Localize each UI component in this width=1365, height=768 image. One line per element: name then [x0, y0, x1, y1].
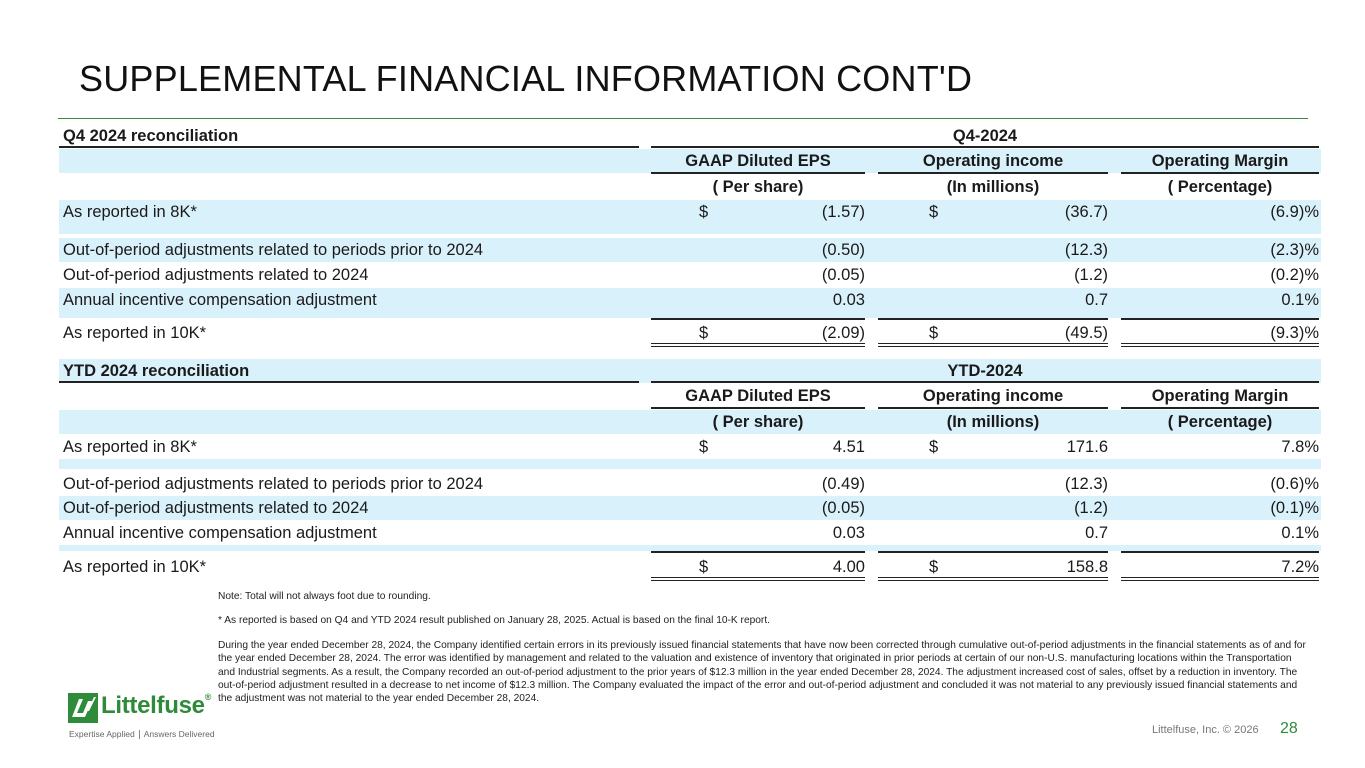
table-row	[59, 496, 1321, 520]
eps-value: 4.51	[832, 438, 865, 456]
col-underline	[651, 407, 865, 409]
eps-value: (0.05)	[821, 266, 865, 284]
eps-value: (1.57)	[821, 203, 865, 221]
dollar-sign: $	[929, 203, 939, 221]
eps-value: 0.03	[832, 291, 865, 309]
eps-value: 0.03	[832, 524, 865, 542]
units-row	[59, 175, 1321, 199]
total-double-line	[651, 343, 865, 347]
section-header-row	[59, 359, 1321, 383]
table-row	[59, 263, 1321, 287]
footnotes	[218, 590, 1308, 717]
copyright-text: Littelfuse, Inc. © 2026	[1152, 724, 1259, 736]
column-header-row	[59, 149, 1321, 173]
table-row-total	[59, 555, 1321, 579]
dollar-sign: $	[929, 324, 939, 342]
section-underline	[59, 381, 639, 383]
opinc-value: (1.2)	[1074, 499, 1108, 517]
out-of-period-note: During the year ended December 28, 2024, the Company identified certain errors in its previously issued financial statements that have now been corrected through cumulative out-of-period adjustments in the financial statements as of and for the year ended December 28, 2024. The error was identified by management and related to the valuation and existence of inventory that originated in prior periods at certain of our non-U.S. manufacturing locations within the Transportation and Industrial segments. As a result, the Company recorded an out-of-period adjustment to the prior years of $12.3 million in the year ended December 28, 2024. The adjustment increased cost of sales, offset by a reduction in inventory. The out-of-period adjustment resulted in a decrease to net income of $12.3 million. The Company evaluated the impact of the error and out-of-period adjustment and concluded it was not material to any previously issued financial statements and the adjustment was not material to the year ended December 28, 2024.	[218, 639, 1306, 705]
row-label: Annual incentive compensation adjustment	[63, 524, 377, 542]
total-double-line	[878, 577, 1108, 581]
dollar-sign: $	[929, 558, 939, 576]
eps-value: (0.50)	[821, 241, 865, 259]
subtotal-line	[878, 318, 1108, 320]
subtotal-line	[1121, 318, 1319, 320]
eps-value: (2.09)	[821, 324, 865, 342]
logo-tagline	[69, 729, 215, 739]
logo-name-text: Littelfuse	[101, 692, 205, 719]
eps-value: (0.49)	[821, 475, 865, 493]
unit-opinc: (In millions)	[946, 413, 1040, 431]
page-number: 28	[1280, 720, 1298, 737]
dollar-sign: $	[699, 558, 709, 576]
subtotal-line	[1121, 551, 1319, 553]
table-row	[59, 200, 1321, 224]
col-header-margin: Operating Margin	[1151, 152, 1289, 170]
spacer-band	[59, 459, 1321, 469]
margin-value: 7.2%	[1281, 558, 1319, 576]
dollar-sign: $	[929, 438, 939, 456]
tagline-1: Expertise Applied	[69, 729, 135, 739]
period-underline	[651, 146, 1319, 148]
total-double-line	[651, 577, 865, 581]
registered-mark: ®	[204, 692, 212, 702]
subtotal-line	[651, 318, 865, 320]
opinc-value: 171.6	[1066, 438, 1108, 456]
margin-value: (0.1)%	[1270, 499, 1319, 517]
page-title: SUPPLEMENTAL FINANCIAL INFORMATION CONT'D	[79, 58, 973, 99]
margin-value: 0.1%	[1281, 291, 1319, 309]
unit-margin: ( Percentage)	[1167, 413, 1273, 431]
table-row-total	[59, 321, 1321, 345]
opinc-value: 0.7	[1085, 291, 1108, 309]
total-double-line	[1121, 577, 1319, 581]
row-label: As reported in 8K*	[63, 438, 197, 456]
col-underline	[878, 407, 1108, 409]
margin-value: (0.6)%	[1270, 475, 1319, 493]
table-row	[59, 238, 1321, 262]
col-header-margin: Operating Margin	[1151, 387, 1289, 405]
littelfuse-logo-icon	[68, 693, 98, 723]
spacer-band	[59, 224, 1321, 234]
littelfuse-logo	[68, 690, 228, 742]
row-label: Out-of-period adjustments related to periods prior to 2024	[63, 475, 484, 493]
margin-value: (9.3)%	[1270, 324, 1319, 342]
tagline-2: Answers Delivered	[143, 729, 215, 739]
margin-value: (6.9)%	[1270, 203, 1319, 221]
col-underline	[651, 172, 865, 174]
margin-value: (0.2)%	[1270, 266, 1319, 284]
unit-margin: ( Percentage)	[1167, 178, 1273, 196]
eps-value: 4.00	[832, 558, 865, 576]
margin-value: 7.8%	[1281, 438, 1319, 456]
tagline-divider	[139, 730, 140, 739]
column-header-row	[59, 384, 1321, 408]
row-label: Out-of-period adjustments related to 2024	[63, 499, 369, 517]
unit-opinc: (In millions)	[946, 178, 1040, 196]
rounding-note: Note: Total will not always foot due to rounding.	[218, 591, 431, 602]
table-row	[59, 288, 1321, 312]
table-row	[59, 435, 1321, 459]
subtotal-line	[651, 551, 865, 553]
period-underline	[651, 381, 1319, 383]
opinc-value: (36.7)	[1064, 203, 1108, 221]
row-label: As reported in 8K*	[63, 203, 197, 221]
unit-eps: ( Per share)	[712, 413, 804, 431]
logo-wordmark	[101, 692, 211, 720]
row-label: Out-of-period adjustments related to periods prior to 2024	[63, 241, 484, 259]
units-row	[59, 410, 1321, 434]
table-row	[59, 521, 1321, 545]
col-header-eps: GAAP Diluted EPS	[685, 387, 831, 405]
title-divider	[58, 118, 1308, 119]
opinc-value: 0.7	[1085, 524, 1108, 542]
period-label: YTD-2024	[947, 362, 1023, 380]
section-label: YTD 2024 reconciliation	[63, 362, 250, 380]
section-label: Q4 2024 reconciliation	[63, 127, 239, 145]
section-header-row	[59, 124, 1321, 148]
table-row	[59, 472, 1321, 496]
section-underline	[59, 146, 639, 148]
row-label: As reported in 10K*	[63, 324, 207, 342]
opinc-value: (49.5)	[1064, 324, 1108, 342]
col-underline	[1121, 172, 1319, 174]
total-double-line	[878, 343, 1108, 347]
dollar-sign: $	[699, 203, 709, 221]
subtotal-line	[878, 551, 1108, 553]
dollar-sign: $	[699, 324, 709, 342]
total-double-line	[1121, 343, 1319, 347]
as-reported-note: * As reported is based on Q4 and YTD 2024 result published on January 28, 2025. Actual is based on the final 10-K report.	[218, 615, 770, 627]
period-label: Q4-2024	[952, 127, 1018, 145]
dollar-sign: $	[699, 438, 709, 456]
row-label: As reported in 10K*	[63, 558, 207, 576]
col-underline	[878, 172, 1108, 174]
margin-value: 0.1%	[1281, 524, 1319, 542]
opinc-value: (12.3)	[1064, 241, 1108, 259]
opinc-value: 158.8	[1066, 558, 1108, 576]
col-header-opinc: Operating income	[922, 152, 1064, 170]
margin-value: (2.3)%	[1270, 241, 1319, 259]
col-header-opinc: Operating income	[922, 387, 1064, 405]
opinc-value: (12.3)	[1064, 475, 1108, 493]
eps-value: (0.05)	[821, 499, 865, 517]
row-label: Out-of-period adjustments related to 2024	[63, 266, 369, 284]
col-header-eps: GAAP Diluted EPS	[685, 152, 831, 170]
row-label: Annual incentive compensation adjustment	[63, 291, 377, 309]
opinc-value: (1.2)	[1074, 266, 1108, 284]
unit-eps: ( Per share)	[712, 178, 804, 196]
col-underline	[1121, 407, 1319, 409]
